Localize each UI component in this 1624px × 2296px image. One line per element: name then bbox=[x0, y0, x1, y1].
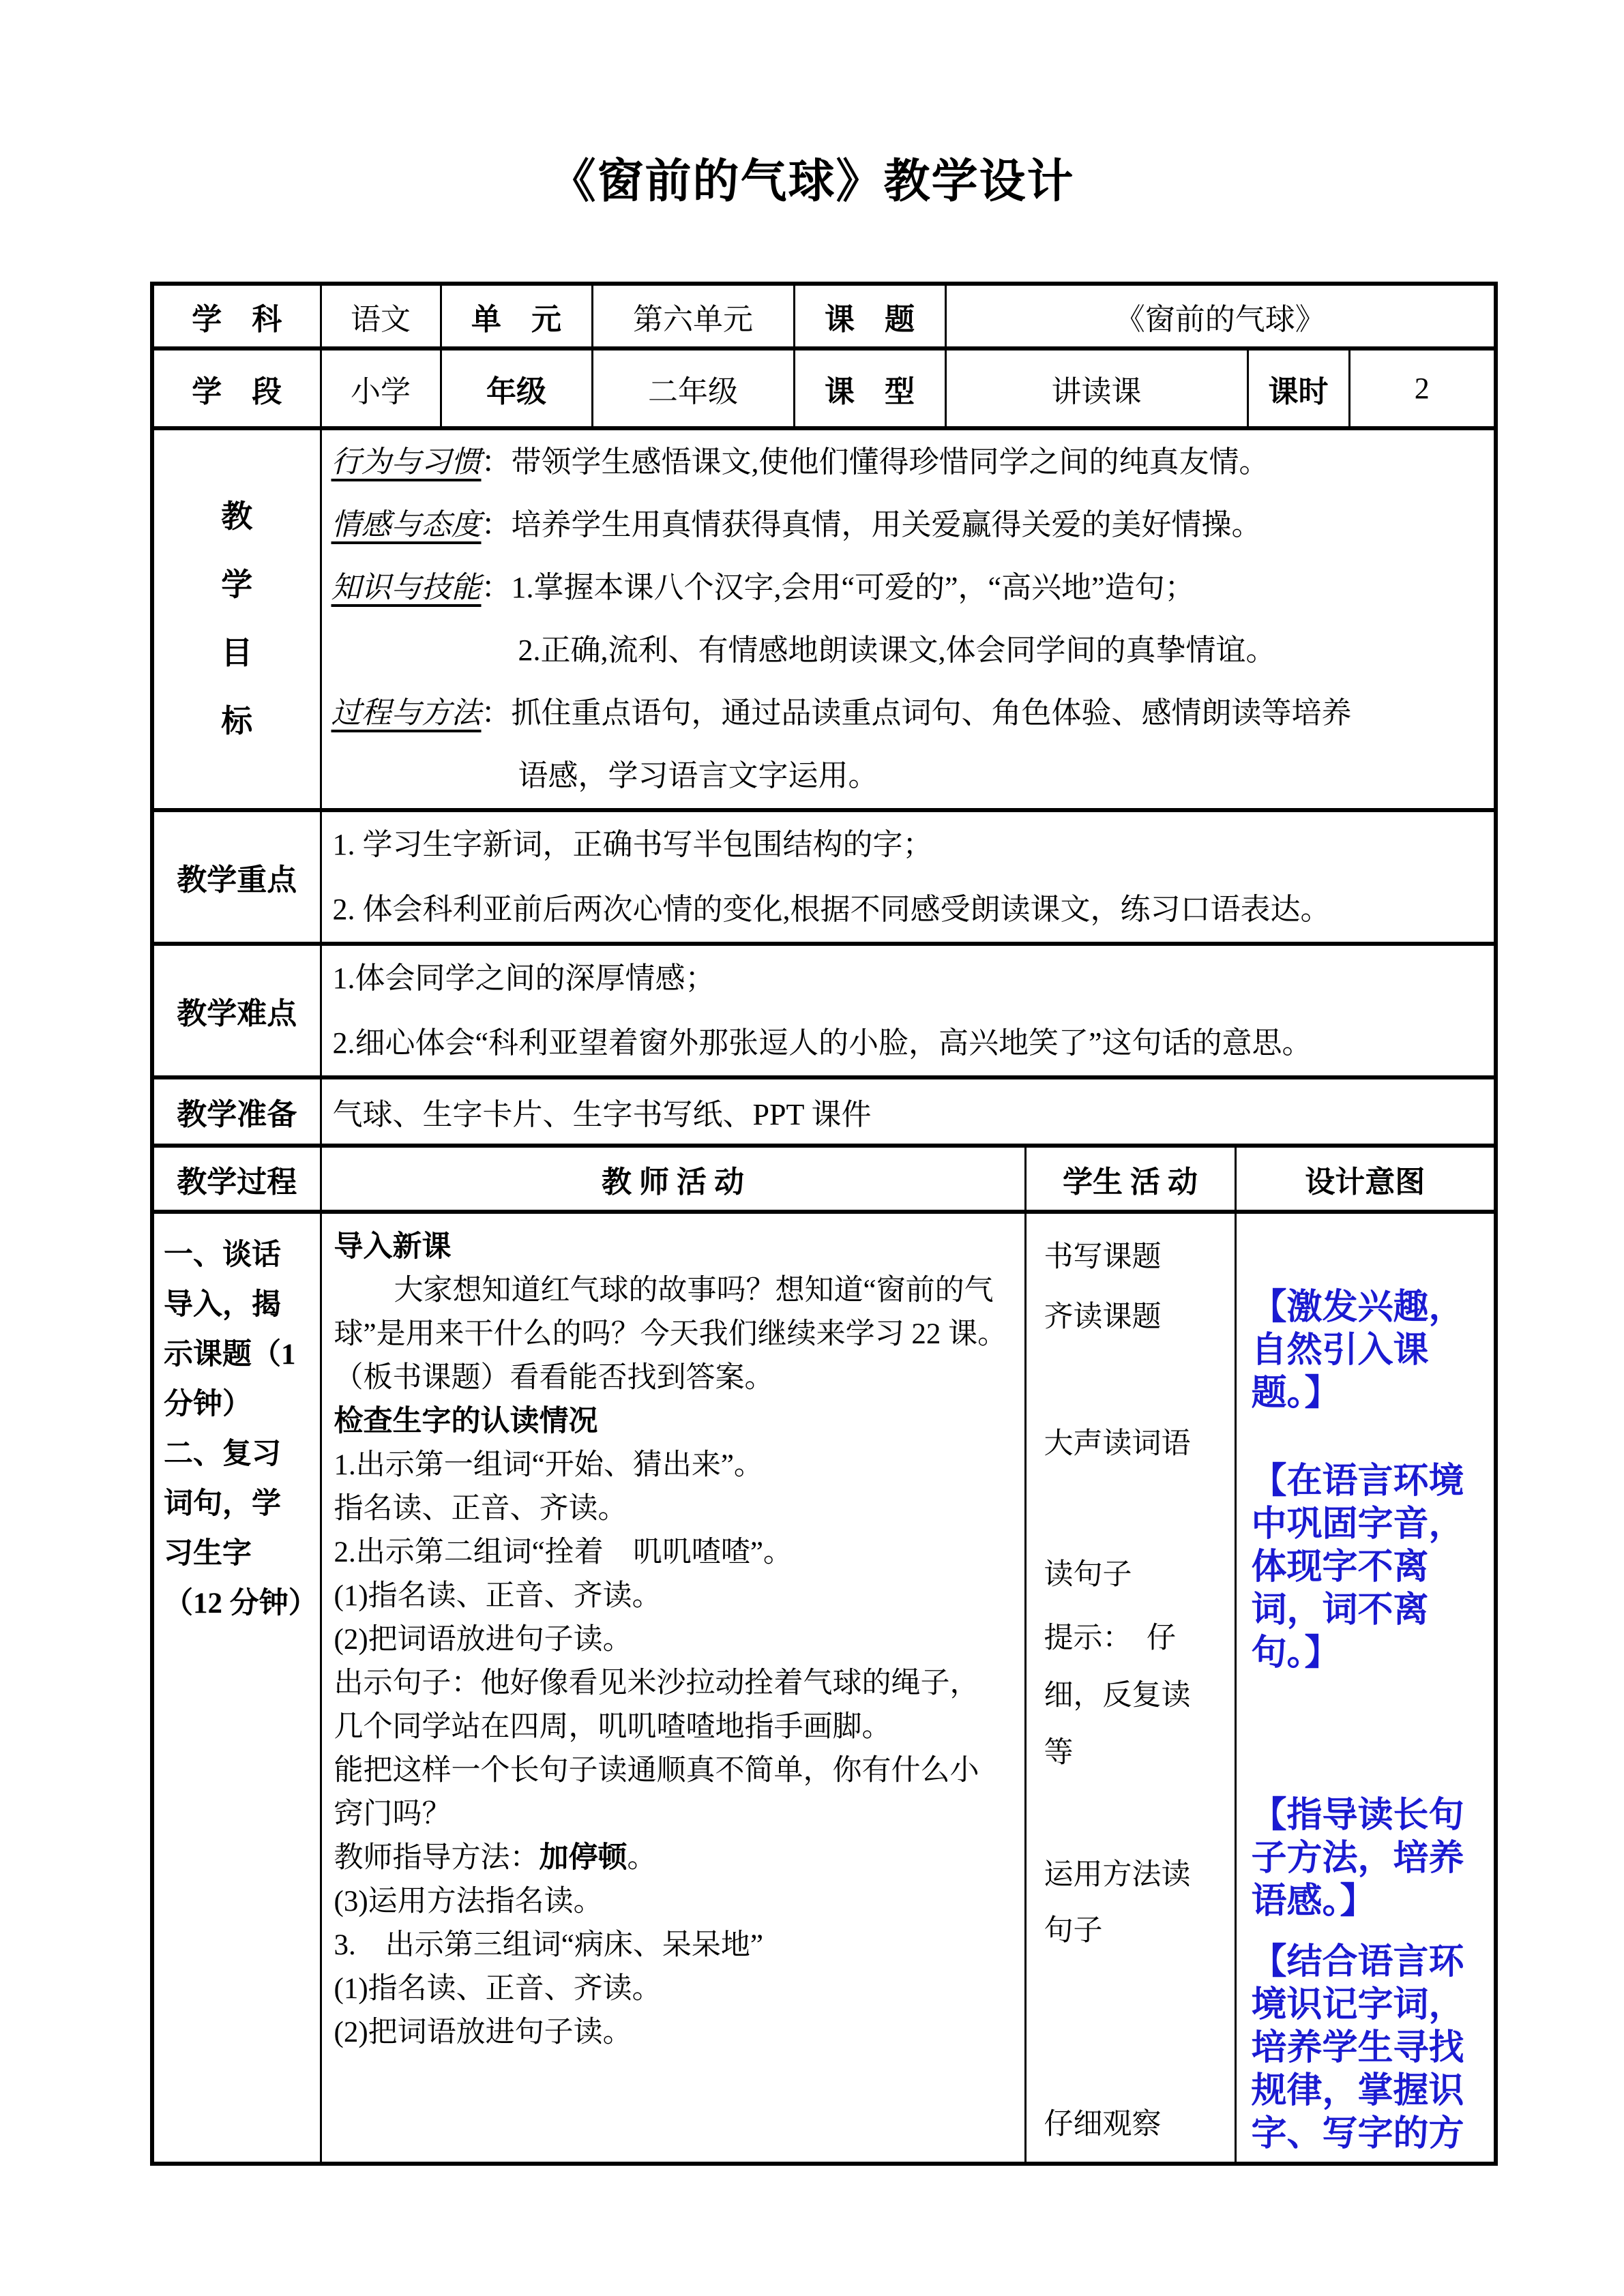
topic-label: 课 题 bbox=[794, 284, 945, 348]
difficulty-line: 2.细心体会“科利亚望着窗外那张逗人的小脸，高兴地笑了”这句话的意思。 bbox=[332, 1026, 1312, 1060]
preparation-text: 气球、生字卡片、生字书写纸、PPT 课件 bbox=[332, 1098, 872, 1131]
teaching-goals-label bbox=[152, 428, 321, 810]
table-row-key-points bbox=[152, 810, 1496, 944]
goal-line bbox=[322, 619, 1494, 682]
student-item: 运用方法读句子 bbox=[1044, 1859, 1191, 1947]
stage-step: 二、复习词句，学习生字（12 分钟） bbox=[164, 1438, 318, 1620]
goal-line bbox=[322, 556, 1494, 619]
goal-text: ：培养学生用真情获得真情，用关爱赢得关爱的美好情操。 bbox=[481, 508, 1262, 541]
teacher-paragraph: (2)把词语放进句子读。 bbox=[334, 2016, 632, 2048]
design-intent-block: 【在语言环境中巩固字音，体现字不离词，词不离句。】 bbox=[1251, 1462, 1464, 1673]
stage-label: 学 段 bbox=[152, 348, 321, 428]
teacher-activity-cell bbox=[321, 1212, 1025, 2164]
teacher-paragraph: 检查生字的认读情况 bbox=[334, 1405, 598, 1437]
teacher-paragraph: (2)把词语放进句子读。 bbox=[334, 1624, 632, 1656]
student-activity-header: 学生 活 动 bbox=[1025, 1146, 1235, 1212]
teacher-paragraph: 大家想知道红气球的故事吗？想知道“窗前的气球”是用来干什么的吗？今天我们继续来学习 22 课。（板书课题）看看能否找到答案。 bbox=[334, 1274, 1007, 1394]
preparation-content bbox=[321, 1077, 1496, 1146]
key-point-line: 1. 学习生字新词，正确书写半包围结构的字； bbox=[332, 828, 933, 861]
teaching-goals-content bbox=[321, 428, 1496, 810]
teacher-paragraph: 能把这样一个长句子读通顺真不简单，你有什么小窍门吗？ bbox=[334, 1755, 979, 1830]
goal-category-label: 过程与方法 bbox=[331, 696, 482, 730]
goal-text: ：带领学生感悟课文,使他们懂得珍惜同学之间的纯真友情。 bbox=[481, 445, 1269, 479]
process-label: 教学过程 bbox=[152, 1146, 321, 1212]
goals-label-char: 目 bbox=[221, 636, 253, 670]
student-item: 大声读词语 bbox=[1044, 1428, 1191, 1460]
unit-label: 单 元 bbox=[441, 284, 592, 348]
teacher-activity bbox=[322, 1214, 1024, 2161]
goal-category-label: 行为与习惯 bbox=[331, 445, 482, 479]
table-row-difficulties bbox=[152, 944, 1496, 1077]
goals-label-char: 教 bbox=[221, 499, 253, 534]
teacher-method-emphasis: 加停顿 bbox=[539, 1842, 628, 1874]
lesson-type-value: 讲读课 bbox=[945, 348, 1247, 428]
goal-category-label: 知识与技能 bbox=[331, 571, 482, 604]
subject-label: 学 科 bbox=[152, 284, 321, 348]
key-points-label: 教学重点 bbox=[152, 810, 321, 944]
lesson-plan-table bbox=[150, 282, 1498, 2166]
teacher-method-lead: 教师指导方法： bbox=[334, 1842, 540, 1874]
key-points-content bbox=[321, 810, 1496, 944]
teacher-activity-header: 教 师 活 动 bbox=[321, 1146, 1025, 1212]
student-item: 仔细观察 bbox=[1044, 2108, 1162, 2141]
lesson-type-label: 课 型 bbox=[794, 348, 945, 428]
subject-value: 语文 bbox=[321, 284, 441, 348]
difficulties-label: 教学难点 bbox=[152, 944, 321, 1077]
key-point-line: 2. 体会科利亚前后两次心情的变化,根据不同感受朗读课文，练习口语表达。 bbox=[332, 893, 1331, 926]
teacher-method-tail: 。 bbox=[627, 1842, 657, 1874]
teacher-paragraph: (3)运用方法指名读。 bbox=[334, 1885, 603, 1918]
teacher-paragraph: (1)指名读、正音、齐读。 bbox=[334, 1973, 662, 2005]
design-intent-cell bbox=[1235, 1212, 1496, 2164]
goal-category-label: 情感与态度 bbox=[331, 508, 482, 541]
teacher-paragraph bbox=[334, 1836, 1008, 1880]
table-row-meta-2 bbox=[152, 348, 1496, 428]
teacher-paragraph: 2.出示第二组词“拴着 叽叽喳喳”。 bbox=[334, 1536, 793, 1568]
topic-value: 《窗前的气球》 bbox=[945, 284, 1496, 348]
stage-outline bbox=[154, 1214, 320, 2162]
goal-text: ：1.掌握本课八个汉字,会用“可爱的”，“高兴地”造句； bbox=[481, 571, 1195, 604]
table-row-meta-1 bbox=[152, 284, 1496, 348]
student-item: 提示： 仔细，反复读等 bbox=[1044, 1622, 1191, 1769]
goal-text: 语感，学习语言文字运用。 bbox=[518, 759, 879, 792]
goal-line bbox=[322, 494, 1494, 556]
student-item: 齐读课题 bbox=[1044, 1301, 1162, 1333]
student-item: 读句子 bbox=[1044, 1559, 1132, 1591]
period-label: 课时 bbox=[1247, 348, 1349, 428]
teacher-paragraph: (1)指名读、正音、齐读。 bbox=[334, 1580, 662, 1612]
student-activity-cell bbox=[1025, 1212, 1235, 2164]
goal-line bbox=[322, 745, 1494, 807]
preparation-label: 教学准备 bbox=[152, 1077, 321, 1146]
teacher-paragraph: 3. 出示第三组词“病床、呆呆地” bbox=[334, 1929, 763, 1961]
unit-value: 第六单元 bbox=[592, 284, 794, 348]
table-row-process-header bbox=[152, 1146, 1496, 1212]
stage-step: 一、谈话导入，揭示课题（1 分钟） bbox=[164, 1239, 296, 1420]
goal-line bbox=[322, 431, 1494, 494]
goals-label-char: 学 bbox=[221, 567, 253, 602]
table-row-preparation bbox=[152, 1077, 1496, 1146]
page-title: 《窗前的气球》教学设计 bbox=[549, 155, 1075, 207]
goals-label-char: 标 bbox=[221, 704, 253, 739]
table-row-goals bbox=[152, 428, 1496, 810]
stage-value: 小学 bbox=[321, 348, 441, 428]
table-row-process-content bbox=[152, 1212, 1496, 2164]
difficulty-line: 1.体会同学之间的深厚情感； bbox=[332, 961, 715, 995]
design-intent-block: 【激发兴趣，自然引入课题。】 bbox=[1251, 1288, 1464, 1413]
period-value: 2 bbox=[1349, 348, 1496, 428]
student-activity bbox=[1027, 1216, 1235, 2160]
teacher-paragraph: 指名读、正音、齐读。 bbox=[334, 1493, 628, 1525]
design-intent-block: 【结合语言环境识记字词，培养学生寻找规律，掌握识字、写字的方 bbox=[1251, 1943, 1464, 2153]
difficulties-content bbox=[321, 944, 1496, 1077]
teacher-paragraph: 出示句子：他好像看见米沙拉动拴着气球的绳子，几个同学站在四周，叽叽喳喳地指手画脚。 bbox=[334, 1667, 979, 1743]
design-intent-header: 设计意图 bbox=[1235, 1146, 1496, 1212]
goal-line bbox=[322, 682, 1494, 745]
goal-text: 2.正确,流利、有情感地朗读课文,体会同学间的真挚情谊。 bbox=[518, 633, 1276, 667]
grade-value: 二年级 bbox=[592, 348, 794, 428]
teacher-paragraph: 导入新课 bbox=[334, 1231, 452, 1263]
grade-label: 年级 bbox=[441, 348, 592, 428]
stage-outline-cell bbox=[152, 1212, 321, 2164]
design-intent bbox=[1237, 1221, 1494, 2154]
design-intent-block: 【指导读长句子方法，培养语感。】 bbox=[1251, 1796, 1464, 1921]
teacher-paragraph: 1.出示第一组词“开始、猜出来”。 bbox=[334, 1449, 763, 1481]
goal-text: ：抓住重点语句，通过品读重点词句、角色体验、感情朗读等培养 bbox=[481, 696, 1352, 730]
student-item: 书写课题 bbox=[1044, 1241, 1162, 1273]
